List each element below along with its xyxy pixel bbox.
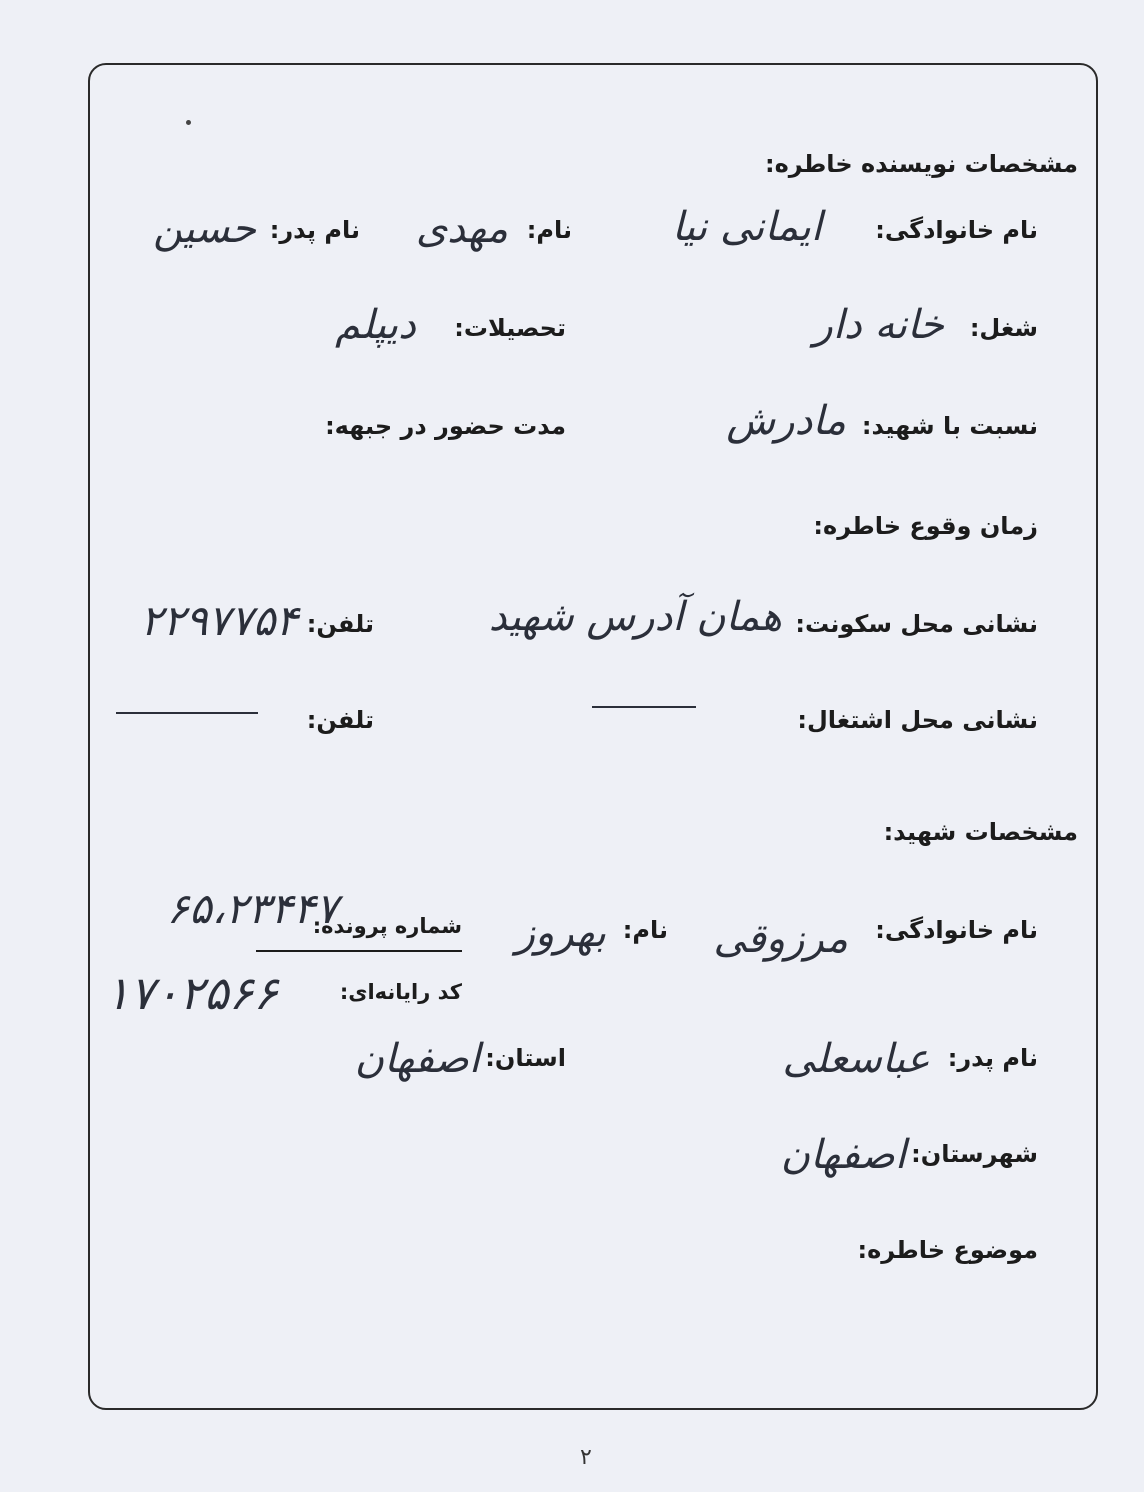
ink-speck bbox=[186, 120, 191, 125]
relation-label: نسبت با شهید: bbox=[861, 412, 1038, 440]
work-address-blank-line bbox=[592, 706, 696, 708]
file-number-label: شماره پرونده: bbox=[312, 914, 462, 938]
writer-father-name-label: نام پدر: bbox=[269, 216, 360, 244]
computer-code-value: ۱۷۰۲۵۶۶ bbox=[105, 966, 278, 1020]
form-frame bbox=[88, 63, 1098, 1410]
front-duration-label: مدت حضور در جبهه: bbox=[325, 412, 566, 440]
education-value: دیپلم bbox=[335, 302, 416, 348]
martyr-family-name-label: نام خانوادگی: bbox=[875, 916, 1038, 944]
writer-first-name-label: نام: bbox=[526, 216, 572, 244]
job-value: خانه دار bbox=[813, 302, 944, 348]
city-value: اصفهان bbox=[780, 1132, 906, 1178]
home-phone-value: ۲۲۹۷۷۵۴ bbox=[140, 596, 298, 645]
martyr-family-name-value: مرزوقی bbox=[713, 916, 848, 962]
relation-value: مادرش bbox=[726, 398, 846, 444]
writer-family-name-value: ایمانی نیا bbox=[671, 204, 822, 250]
martyr-first-name-label: نام: bbox=[622, 916, 668, 944]
education-label: تحصیلات: bbox=[454, 314, 566, 342]
province-label: استان: bbox=[485, 1044, 566, 1072]
job-label: شغل: bbox=[969, 314, 1038, 342]
martyr-first-name-value: بهروز bbox=[515, 910, 606, 956]
province-value: اصفهان bbox=[354, 1036, 480, 1082]
computer-code-label: کد رایانه‌ای: bbox=[339, 980, 462, 1004]
work-address-label: نشانی محل اشتغال: bbox=[797, 706, 1038, 734]
work-phone-blank-line bbox=[116, 712, 258, 714]
page-number: ۲ bbox=[580, 1445, 592, 1470]
writer-father-name-value: حسین bbox=[153, 206, 256, 252]
writer-family-name-label: نام خانوادگی: bbox=[875, 216, 1038, 244]
file-number-value: ۶۵،۲۳۴۴۷ bbox=[166, 884, 338, 933]
city-label: شهرستان: bbox=[911, 1140, 1038, 1168]
martyr-section-heading: مشخصات شهید: bbox=[883, 818, 1078, 846]
memory-subject-label: موضوع خاطره: bbox=[857, 1236, 1038, 1264]
home-address-value: همان آدرس شهید bbox=[488, 594, 782, 640]
work-phone-label: تلفن: bbox=[306, 706, 374, 734]
martyr-father-name-value: عباسعلی bbox=[782, 1036, 930, 1082]
home-phone-label: تلفن: bbox=[306, 610, 374, 638]
writer-section-heading: مشخصات نویسنده خاطره: bbox=[765, 150, 1078, 178]
writer-first-name-value: مهدی bbox=[415, 206, 508, 252]
memory-time-label: زمان وقوع خاطره: bbox=[813, 512, 1038, 540]
martyr-father-name-label: نام پدر: bbox=[947, 1044, 1038, 1072]
file-number-underline bbox=[256, 950, 462, 952]
home-address-label: نشانی محل سکونت: bbox=[795, 610, 1038, 638]
